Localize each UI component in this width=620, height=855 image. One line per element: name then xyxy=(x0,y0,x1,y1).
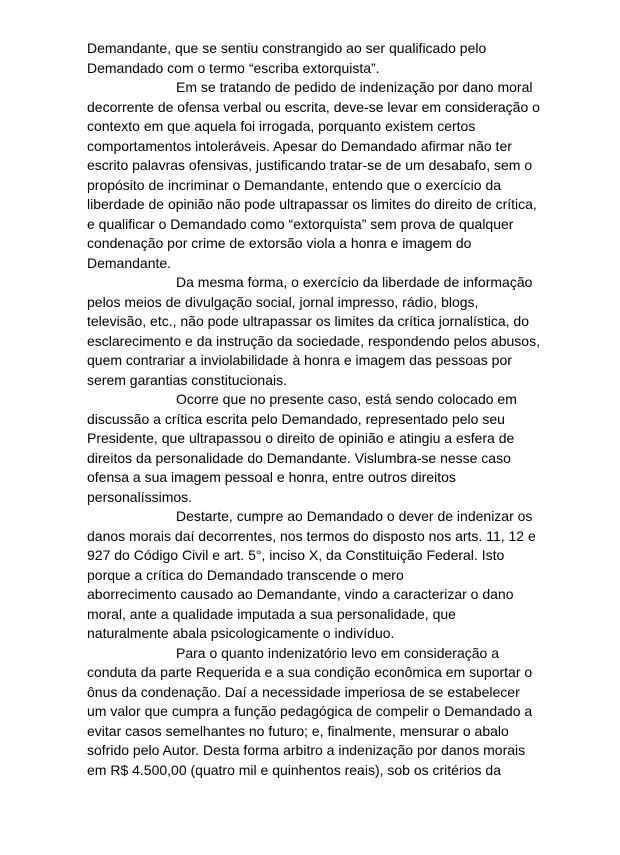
text-line: sofrido pelo Autor. Desta forma arbitro a indenização por danos morais xyxy=(87,742,526,758)
text-line: discussão a crítica escrita pelo Demandado, representado pelo seu xyxy=(87,410,505,427)
text-line: Para o quanto indenizatório levo em consideração a xyxy=(176,644,499,661)
text-line: contexto em que aquela foi irrogada, porquanto existem certos xyxy=(87,118,476,134)
text-line: porque a crítica do Demandado transcende o mero xyxy=(87,566,404,583)
text-line: televisão, etc., não pode ultrapassar os limites da crítica jornalística, do xyxy=(87,313,529,329)
text-line: Presidente, que ultrapassou o direito de opinião e atingiu a esfera de xyxy=(87,430,515,446)
text-line: pelos meios de divulgação social, jornal impresso, rádio, blogs, xyxy=(87,293,479,310)
text-line: evitar casos semelhantes no futuro; e, finalmente, mensurar o abalo xyxy=(87,722,509,739)
text-line: aborrecimento causado ao Demandante, vindo a caracterizar o dano xyxy=(87,586,514,602)
text-line: liberdade de opinião não pode ultrapassar os limites do direito de crítica, xyxy=(87,196,537,212)
text-line: ofensa a sua imagem pessoal e honra, entre outros direitos xyxy=(87,469,456,485)
text-line: conduta da parte Requerida e a sua condição econômica em suportar o xyxy=(87,664,533,680)
document-page xyxy=(87,39,547,780)
text-line: Demandado com o termo “escriba extorquista”. xyxy=(87,59,380,76)
text-line: propósito de incriminar o Demandante, entendo que o exercício da xyxy=(87,176,502,193)
text-line: moral, ante a qualidade imputada a sua personalidade, que xyxy=(87,605,456,622)
text-line: e qualificar o Demandado como “extorquista” sem prova de qualquer xyxy=(87,215,514,232)
text-line: ônus da condenação. Daí a necessidade imperiosa de se estabelecer xyxy=(87,683,520,700)
text-line: Da mesma forma, o exercício da liberdade de informação xyxy=(176,274,533,290)
text-line: Em se tratando de pedido de indenização por dano moral xyxy=(176,79,533,95)
text-line: decorrente de ofensa verbal ou escrita, deve-se levar em consideração o xyxy=(87,98,540,115)
text-line: Destarte, cumpre ao Demandado o dever de indenizar os xyxy=(176,508,533,524)
text-line: naturalmente abala psicologicamente o indivíduo. xyxy=(87,625,395,641)
text-line: Demandante, que se sentiu constrangido ao ser qualificado pelo xyxy=(87,40,487,56)
text-line: comportamentos intoleráveis. Apesar do Demandado afirmar não ter xyxy=(87,137,512,154)
text-line: 927 do Código Civil e art. 5°, inciso X, da Constituição Federal. Isto xyxy=(87,547,505,563)
text-line: em R$ 4.500,00 (quatro mil e quinhentos reais), sob os critérios da xyxy=(87,761,501,778)
text-line: personalíssimos. xyxy=(87,488,193,505)
text-line: quem contrariar a inviolabilidade à honra e imagem das pessoas por xyxy=(87,352,512,368)
text-line: um valor que cumpra a função pedagógica de compelir o Demandado a xyxy=(87,703,533,719)
text-line: condenação por crime de extorsão viola a honra e imagem do xyxy=(87,235,472,251)
text-line: escrito palavras ofensivas, justificando tratar-se de um desabafo, sem o xyxy=(87,157,533,173)
text-line: direitos da personalidade do Demandante. Vislumbra-se nesse caso xyxy=(87,449,511,466)
text-line: Demandante. xyxy=(87,254,172,271)
text-line: Ocorre que no presente caso, está sendo colocado em xyxy=(176,391,517,407)
text-line: serem garantias constitucionais. xyxy=(87,371,287,388)
text-line: danos morais daí decorrentes, nos termos do disposto nos arts. 11, 12 e xyxy=(87,527,536,544)
text-line: esclarecimento e da instrução da sociedade, respondendo pelos abusos, xyxy=(87,332,540,349)
